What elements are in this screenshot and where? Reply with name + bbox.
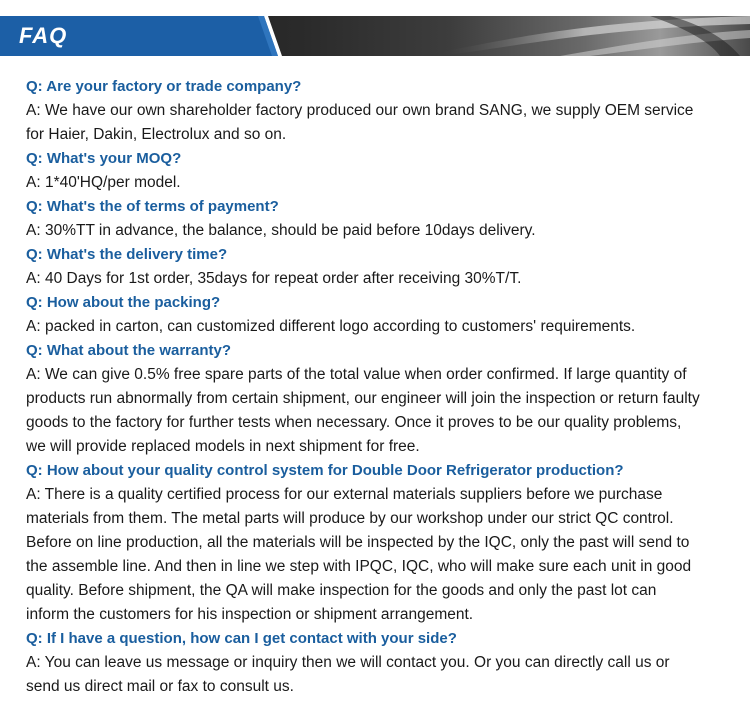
faq-question: Q: Are your factory or trade company?: [26, 78, 302, 95]
faq-header: [0, 16, 750, 56]
faq-answer-line: A: There is a quality certified process for our external materials suppliers before we purchase: [26, 486, 663, 503]
faq-question: Q: What's your MOQ?: [26, 150, 182, 167]
faq-question: Q: What's the of terms of payment?: [26, 198, 279, 215]
faq-answer-line: Before on line production, all the materials will be inspected by the IQC, only the past will send to: [26, 534, 690, 551]
faq-answer-line: A: 40 Days for 1st order, 35days for repeat order after receiving 30%T/T.: [26, 270, 522, 287]
faq-answer: [26, 363, 726, 459]
faq-answer: [26, 483, 726, 627]
page-title: FAQ: [19, 23, 68, 48]
faq-answer-line: A: 30%TT in advance, the balance, should be paid before 10days delivery.: [26, 222, 536, 239]
faq-question: Q: If I have a question, how can I get contact with your side?: [26, 630, 457, 647]
faq-answer: [26, 219, 726, 243]
faq-answer-line: we will provide replaced models in next shipment for free.: [26, 438, 420, 455]
faq-answer-line: goods to the factory for further tests when necessary. Once it proves to be our quality problems,: [26, 414, 682, 431]
faq-question: Q: What's the delivery time?: [26, 246, 228, 263]
faq-answer: [26, 651, 726, 699]
faq-answer-line: A: 1*40'HQ/per model.: [26, 174, 181, 191]
faq-answer: [26, 99, 726, 147]
faq-question: Q: What about the warranty?: [26, 342, 232, 359]
faq-answer-line: quality. Before shipment, the QA will make inspection for the goods and only the past lot can: [26, 582, 657, 599]
faq-answer-line: A: You can leave us message or inquiry then we will contact you. Or you can directly call us or: [26, 654, 670, 671]
faq-answer-line: A: We can give 0.5% free spare parts of the total value when order confirmed. If large quantity of: [26, 366, 687, 383]
header-decoration: [420, 16, 750, 56]
faq-answer: [26, 171, 726, 195]
faq-answer-line: send us direct mail or fax to consult us.: [26, 678, 294, 695]
faq-question: Q: How about the packing?: [26, 294, 221, 311]
faq-answer-line: inform the customers for his inspection or shipment arrangement.: [26, 606, 474, 623]
faq-answer: [26, 267, 726, 291]
faq-answer-line: the assemble line. And then in line we step with IPQC, IQC, who will make sure each unit in good: [26, 558, 692, 575]
faq-answer-line: products run abnormally from certain shipment, our engineer will join the inspection or return faulty: [26, 390, 700, 407]
faq-list: [26, 75, 726, 699]
faq-answer: [26, 315, 726, 339]
faq-answer-line: A: packed in carton, can customized different logo according to customers' requirements.: [26, 318, 636, 335]
faq-answer-line: materials from them. The metal parts will produce by our workshop under our strict QC control.: [26, 510, 674, 527]
faq-answer-line: for Haier, Dakin, Electrolux and so on.: [26, 126, 287, 143]
faq-question: Q: How about your quality control system for Double Door Refrigerator production?: [26, 462, 624, 479]
faq-answer-line: A: We have our own shareholder factory produced our own brand SANG, we supply OEM service: [26, 102, 694, 119]
